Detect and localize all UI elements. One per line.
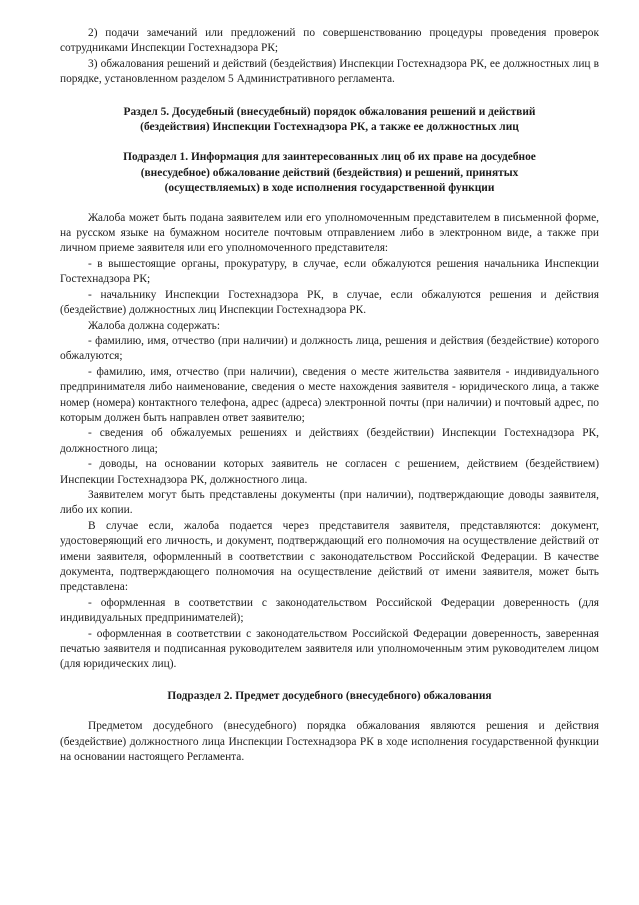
intro-item-3: 3) обжалования решений и действий (бездействия) Инспекции Гостехнадзора РК, ее должностных лиц в порядке, установленном разделом 5 Административного регламента. — [60, 57, 599, 86]
paragraph-power-of-attorney-legal-entities: - оформленная в соответствии с законодательством Российской Федерации доверенность, заверенная печатью заявителя и подписанная руководителем заявителя или уполномоченным этим руководителем лицом (для юридических лиц). — [60, 627, 599, 671]
subsection-1-heading: Подраздел 1. Информация для заинтересованных лиц об их праве на досудебное (внесудебное) обжалование действий (бездействия) и решений, принятых (осуществляемых) в ходе исполнения государственной функции — [123, 151, 536, 195]
section-5-heading: Раздел 5. Досудебный (внесудебный) порядок обжалования решений и действий (бездействия) Инспекции Гостехнадзора РК, а также ее должностных лиц — [123, 105, 536, 134]
paragraph-official-name: - фамилию, имя, отчество (при наличии) и должность лица, решения и действия (бездействие) которого обжалуются; — [60, 334, 599, 363]
paragraph-appealed-decisions: - сведения об обжалуемых решениях и действиях (бездействии) Инспекции Гостехнадзора РК, должностного лица; — [60, 427, 599, 455]
paragraph-head-of-inspection: - начальнику Инспекции Гостехнадзора РК, в случае, если обжалуются решения и действия (бездействие) должностных лиц Инспекции Гостехнадзора РК. — [60, 288, 599, 317]
subsection-2-heading: Подраздел 2. Предмет досудебного (внесудебного) обжалования — [167, 689, 492, 702]
paragraph-complaint-submission: Жалоба может быть подана заявителем или его уполномоченным представителем в письменной форме, на русском языке на бумажном носителе почтовым отправлением либо в электронном виде, а также при личном приеме заявителя или его уполномоченного представителя: — [60, 211, 599, 255]
paragraph-supporting-documents: Заявителем могут быть представлены документы (при наличии), подтверждающие доводы заявителя, либо их копии. — [60, 488, 599, 517]
intro-item-2: 2) подачи замечаний или предложений по совершенствованию процедуры проведения проверок сотрудниками Инспекции Гостехнадзора РК; — [60, 27, 599, 55]
paragraph-subject-of-appeal: Предметом досудебного (внесудебного) порядка обжалования являются решения и действия (бездействие) должностного лица Инспекции Гостехнадзора РК в ходе исполнения государственной функции на основании настоящего Регламента. — [60, 720, 599, 764]
paragraph-applicant-details: - фамилию, имя, отчество (при наличии), сведения о месте жительства заявителя - индивидуального предпринимателя либо наименование, сведения о месте нахождения заявителя - юридического лица, а также номер (номера) контактного телефона, адрес (адреса) электронной почты (при наличии) и почтовый адрес, по которым должен быть направлен ответ заявителю; — [60, 365, 599, 424]
subsection-1-body — [60, 211, 599, 673]
paragraph-representative: В случае если, жалоба подается через представителя заявителя, представляются: документ, удостоверяющий его личность, и документ, подтверждающий его полномочия на осуществление действий от имени заявителя, оформленный в соответствии с законодательством Российской Федерации. В качестве документа, подтверждающего полномочия на осуществление действий от имени заявителя, может быть представлена: — [60, 519, 599, 594]
paragraph-higher-authorities: - в вышестоящие органы, прокуратуру, в случае, если обжалуются решения начальника Инспекции Гостехнадзора РК; — [60, 257, 599, 286]
paragraph-power-of-attorney-entrepreneurs: - оформленная в соответствии с законодательством Российской Федерации доверенность (для индивидуальных предпринимателей); — [60, 596, 599, 625]
paragraph-arguments: - доводы, на основании которых заявитель не согласен с решением, действием (бездействием) Инспекции Гостехнадзора РК, должностного лица. — [60, 458, 599, 486]
paragraph-complaint-contents: Жалоба должна содержать: — [88, 319, 220, 332]
intro-items — [60, 26, 599, 88]
